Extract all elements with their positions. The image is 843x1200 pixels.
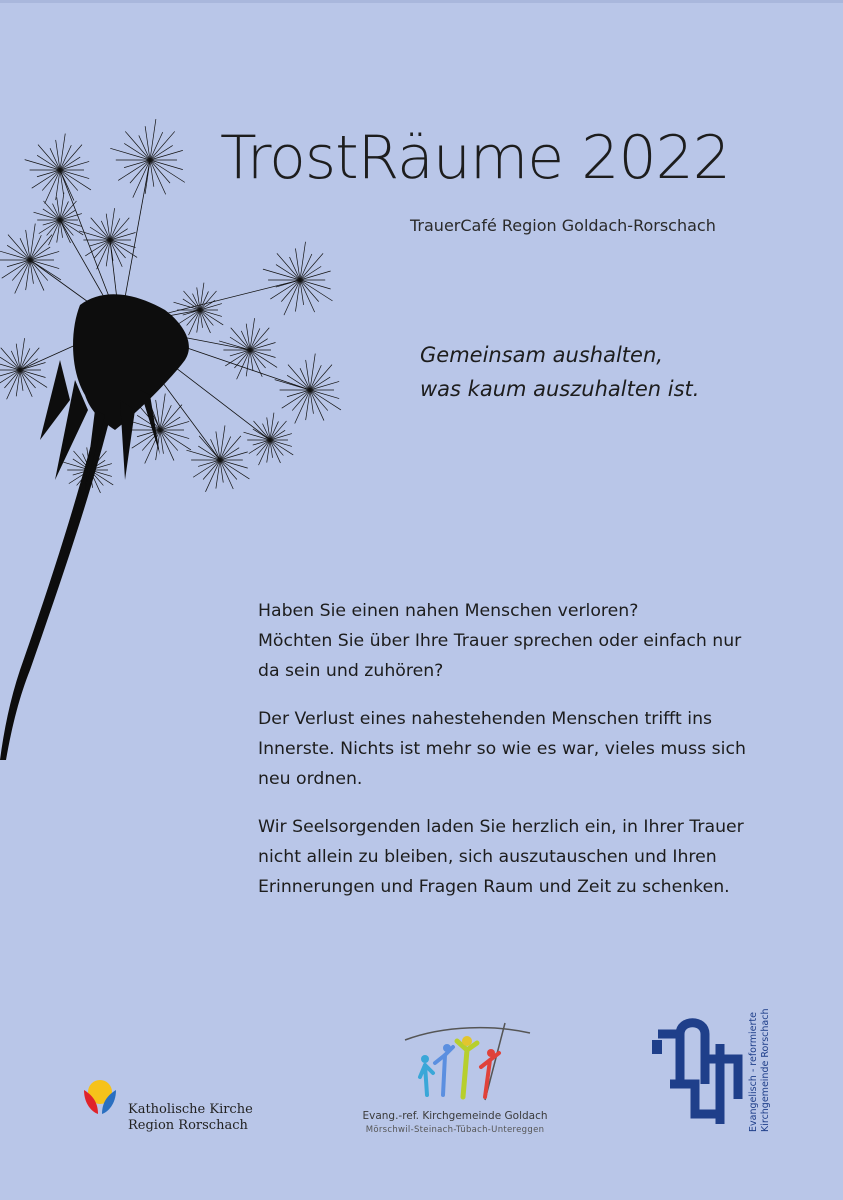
paragraph-1	[258, 596, 788, 686]
body-text	[258, 596, 788, 920]
top-border	[0, 0, 843, 3]
seed-filament	[20, 370, 46, 377]
seed-filament	[300, 280, 331, 289]
seed-filament	[150, 160, 183, 170]
paragraph-line: Haben Sie einen nahen Menschen verloren?	[258, 601, 639, 621]
seed-filament	[25, 160, 60, 170]
seed-filament	[60, 170, 89, 179]
seed-filament	[124, 160, 150, 168]
evang-goldach-logo	[355, 1015, 555, 1145]
paragraph-line: Möchten Sie über Ihre Trauer sprechen oder einfach nur	[258, 631, 742, 651]
paragraph-line: Der Verlust eines nahestehenden Menschen trifft ins	[258, 709, 713, 729]
paragraph-line: Innerste. Nichts ist mehr so wie es war, vieles muss sich	[258, 739, 746, 759]
seed-filament	[30, 251, 59, 260]
seed-filament	[0, 361, 20, 370]
tagline-line-2: was kaum auszuhalten ist.	[420, 377, 700, 401]
seed-filament	[150, 150, 183, 160]
logo-text-line-1: Evangelisch - reformierte	[748, 1012, 759, 1132]
paragraph-2	[258, 704, 788, 794]
seed-filament	[275, 380, 310, 390]
paragraph-line: neu ordnen.	[258, 769, 363, 789]
seed-filament	[300, 271, 331, 280]
seed-filament	[60, 161, 89, 170]
page-title: TrostRäume 2022	[220, 123, 730, 193]
seed-filament	[310, 381, 339, 390]
seed-filament	[110, 233, 136, 240]
logo-text-line-1: Katholische Kirche	[128, 1102, 253, 1117]
seed-filament	[250, 343, 276, 350]
paragraph-line: Erinnerungen und Fragen Raum und Zeit zu schenken.	[258, 877, 730, 897]
seed-filament	[0, 370, 20, 386]
seed-filament	[270, 440, 292, 446]
seed-filament	[110, 240, 136, 247]
logo-text-line-2: Mörschwil-Steinach-Tübach-Untereggen	[365, 1125, 545, 1135]
seed-filament	[186, 450, 220, 460]
tagline-line-1: Gemeinsam aushalten,	[420, 343, 663, 367]
seed-filament	[160, 430, 189, 439]
paragraph-line: Wir Seelsorgenden laden Sie herzlich ein, in Ihrer Trauer	[258, 817, 744, 837]
seed-filament	[34, 212, 60, 220]
paragraph-3	[258, 812, 788, 902]
logo-text-line-2: Kirchgemeinde Rorschach	[760, 1008, 771, 1132]
seed-filament	[287, 390, 310, 397]
seed-filament	[310, 390, 339, 399]
seed-filament	[276, 280, 300, 287]
seed-filament	[200, 310, 222, 316]
seed-filament	[220, 460, 248, 468]
katholische-kirche-logo-icon	[80, 1078, 120, 1118]
logo-text-line-1: Evang.-ref. Kirchgemeinde Goldach	[362, 1110, 548, 1122]
seed-filament	[220, 452, 248, 460]
evang-rorschach-logo	[650, 1008, 790, 1154]
evang-rorschach-logo-icon	[650, 1014, 745, 1134]
tagline	[420, 338, 800, 406]
seed-filament	[198, 460, 220, 466]
evang-goldach-logo-icon	[385, 1015, 535, 1105]
seed-filament	[110, 148, 150, 160]
seed-filament	[263, 269, 300, 280]
seed-filament	[219, 341, 250, 350]
seed-filament	[244, 432, 270, 440]
seed-filament	[37, 170, 60, 177]
seed-filament	[79, 231, 110, 240]
katholische-kirche-logo	[80, 1074, 280, 1144]
seed-filament	[160, 421, 189, 430]
seed-filament	[20, 363, 46, 370]
seed-filament	[7, 260, 30, 267]
paragraph-line: da sein und zuhören?	[258, 661, 444, 681]
seed-filament	[250, 350, 276, 357]
seed-filament	[270, 434, 292, 440]
paragraph-line: nicht allein zu bleiben, sich auszutauschen und Ihren	[258, 847, 717, 867]
seed-filament	[30, 260, 59, 269]
page-subtitle: TrauerCafé Region Goldach-Rorschach	[410, 216, 716, 235]
logo-text-line-2: Region Rorschach	[128, 1118, 248, 1133]
